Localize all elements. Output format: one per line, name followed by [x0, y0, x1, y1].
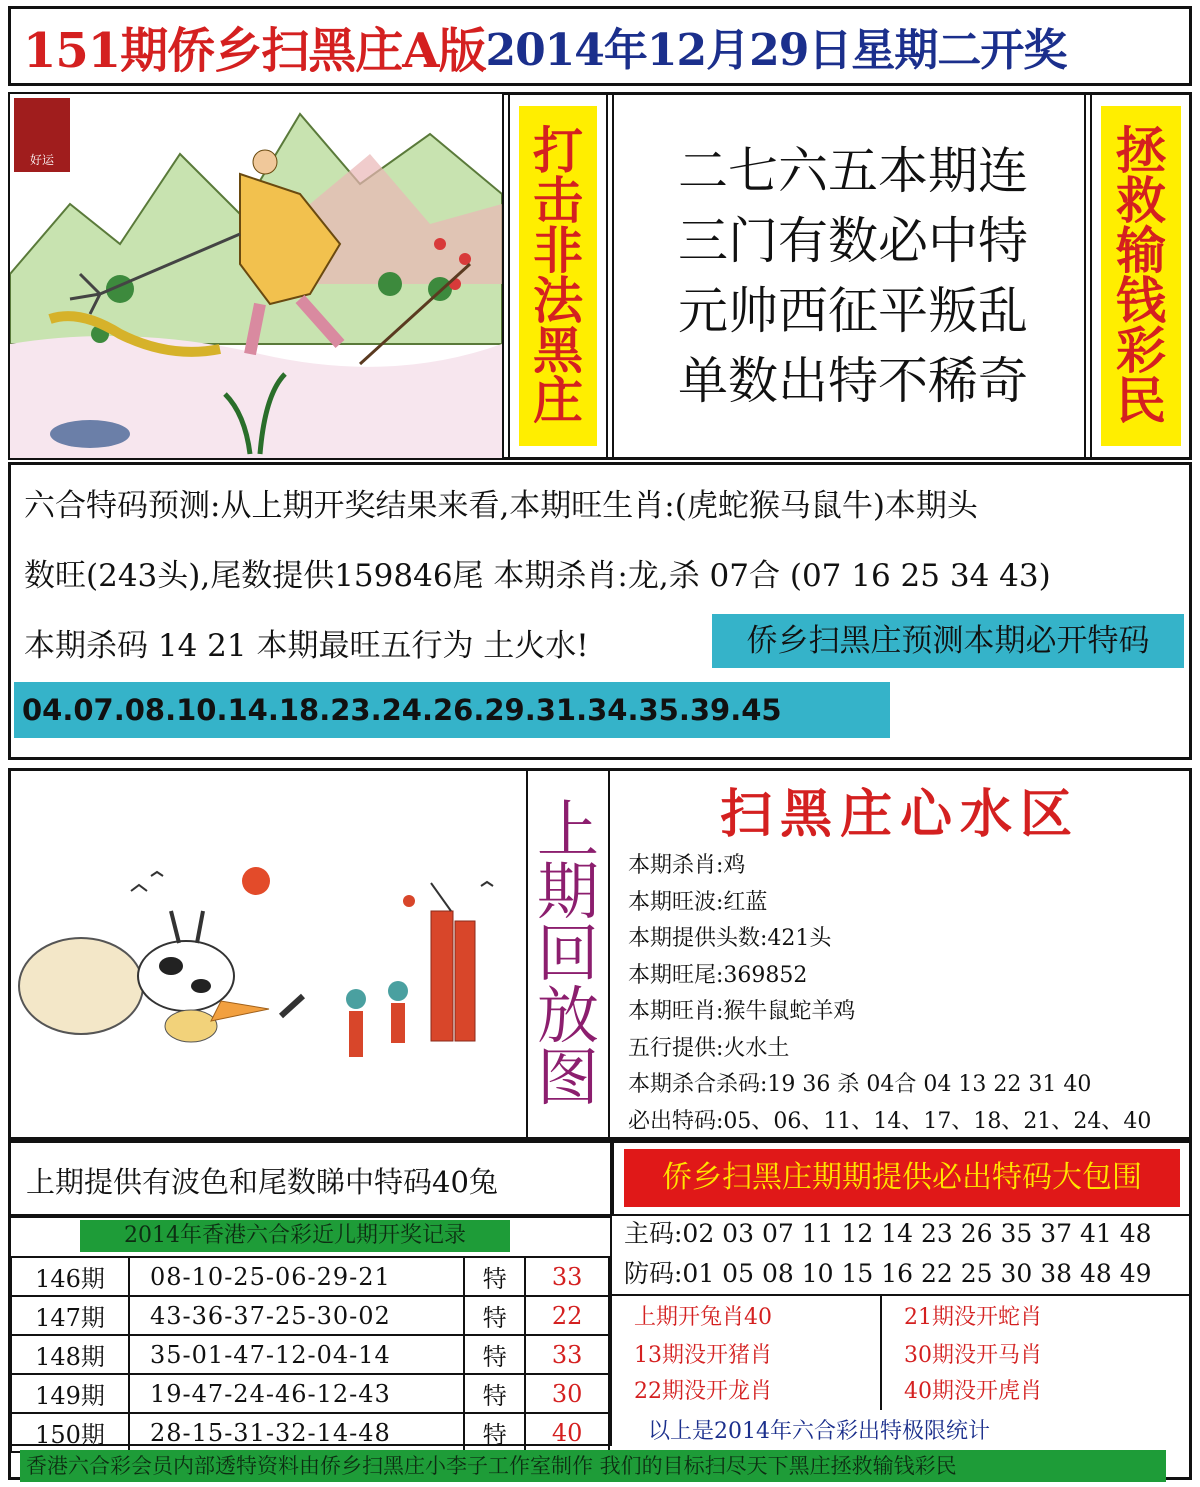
history-numbers: 43-36-37-25-30-02	[129, 1296, 464, 1335]
stat-cell: 21期没开蛇肖	[904, 1305, 1042, 1330]
footer-banner: 香港六合彩会员内部透特资料由侨乡扫黑庄小李子工作室制作 我们的目标扫尽天下黑庄拯救输钱彩民	[20, 1450, 1166, 1482]
tip-item: 本期提供头数:421头	[628, 926, 832, 951]
forecast-line-2: 数旺(243头),尾数提供159846尾 本期杀肖:龙,杀 07合 (07 16 25 34 43)	[24, 558, 1051, 594]
history-period: 149期	[11, 1374, 129, 1413]
forecast-numbers: 04.07.08.10.14.18.23.24.26.29.31.34.35.39.45	[14, 682, 890, 738]
must-open-label: 侨乡扫黑庄预测本期必开特码	[712, 614, 1184, 668]
stat-cell: 40期没开虎肖	[904, 1379, 1042, 1404]
stat-cell: 30期没开马肖	[904, 1343, 1042, 1368]
stat-cell: 上期开兔肖40	[634, 1305, 772, 1330]
forecast-line-1: 六合特码预测:从上期开奖结果来看,本期旺生肖:(虎蛇猴马鼠牛)本期头	[24, 488, 978, 524]
tip-item: 必出特码:05、06、11、14、17、18、21、24、40	[628, 1108, 1152, 1134]
special-label: 特	[464, 1413, 525, 1452]
poem-line: 二七六五本期连	[678, 142, 1028, 200]
right-vertical-banner: 拯 救 输 钱 彩 民	[1101, 106, 1181, 446]
header-title-date: 2014年12月29日星期二开奖	[485, 25, 1067, 76]
tip-item: 本期旺尾:369852	[628, 962, 808, 988]
red-banner-box	[612, 1140, 1192, 1216]
special-label: 特	[464, 1257, 525, 1296]
history-row	[11, 1374, 609, 1413]
tip-item: 本期旺波:红蓝	[628, 889, 768, 915]
right-banner-frame	[1090, 92, 1192, 460]
history-row	[11, 1257, 609, 1296]
tip-item: 本期杀肖:鸡	[628, 853, 746, 878]
left-vertical-banner: 打 击 非 法 黑 庄	[519, 106, 597, 446]
tip-item: 五行提供:火水土	[628, 1035, 790, 1061]
must-numbers-banner: 侨乡扫黑庄期期提供必出特码大包围	[624, 1149, 1180, 1207]
rabbit-drawing	[11, 771, 525, 1137]
stat-cell: 22期没开龙肖	[634, 1379, 772, 1404]
special-number: 30	[525, 1374, 609, 1413]
history-row	[11, 1413, 609, 1452]
left-banner-frame	[508, 92, 608, 460]
poem-box	[612, 92, 1086, 460]
special-number: 33	[525, 1335, 609, 1374]
stat-cell: 13期没开猪肖	[634, 1343, 772, 1368]
special-number: 40	[525, 1413, 609, 1452]
history-title: 2014年香港六合彩近儿期开奖记录	[80, 1220, 510, 1252]
poem-line: 元帅西征平叛乱	[678, 282, 1028, 340]
history-row	[11, 1296, 609, 1335]
history-box	[8, 1216, 612, 1449]
last-hit-text: 上期提供有波色和尾数睇中特码40兔	[26, 1165, 498, 1199]
forecast-line-3: 本期杀码 14 21 本期最旺五行为 土火水!	[24, 628, 589, 664]
stats-note: 以上是2014年六合彩出特极限统计	[648, 1419, 990, 1444]
hunter-drawing	[10, 94, 502, 458]
header-title-red: 151期侨乡扫黑庄A版	[23, 22, 486, 79]
stats-grid	[612, 1294, 1192, 1446]
tip-item: 本期旺肖:猴牛鼠蛇羊鸡	[628, 999, 856, 1024]
tips-list	[628, 848, 1188, 1140]
history-period: 146期	[11, 1257, 129, 1296]
header-bar	[8, 6, 1192, 86]
replay-vertical-label: 上 期 回 放 图	[536, 793, 599, 1114]
special-label: 特	[464, 1335, 525, 1374]
history-row	[11, 1335, 609, 1374]
special-number: 33	[525, 1257, 609, 1296]
poem-line: 三门有数必中特	[678, 212, 1028, 270]
history-numbers: 35-01-47-12-04-14	[129, 1335, 464, 1374]
special-label: 特	[464, 1374, 525, 1413]
hunter-illustration	[8, 92, 504, 460]
guard-codes: 防码:01 05 08 10 15 16 22 25 30 38 48 49	[624, 1259, 1152, 1288]
rabbit-illustration	[11, 771, 525, 1137]
history-period: 147期	[11, 1296, 129, 1335]
history-numbers: 08-10-25-06-29-21	[129, 1257, 464, 1296]
special-number: 22	[525, 1296, 609, 1335]
main-codes: 主码:02 03 07 11 12 14 23 26 35 37 41 48	[624, 1219, 1152, 1248]
history-period: 148期	[11, 1335, 129, 1374]
poem-line: 单数出特不稀奇	[678, 352, 1028, 410]
history-table	[10, 1256, 610, 1453]
history-numbers: 28-15-31-32-14-48	[129, 1413, 464, 1452]
history-period: 150期	[11, 1413, 129, 1452]
panel-title: 扫黑庄心水区	[719, 785, 1080, 845]
logo-badge	[14, 98, 70, 172]
tip-item: 本期杀合杀码:19 36 杀 04合 04 13 22 31 40	[628, 1072, 1092, 1097]
last-hit-box	[8, 1140, 612, 1216]
logo-text: 好运	[29, 153, 54, 167]
replay-label-box	[526, 768, 610, 1140]
stats-divider	[880, 1296, 882, 1410]
special-label: 特	[464, 1296, 525, 1335]
history-numbers: 19-47-24-46-12-43	[129, 1374, 464, 1413]
